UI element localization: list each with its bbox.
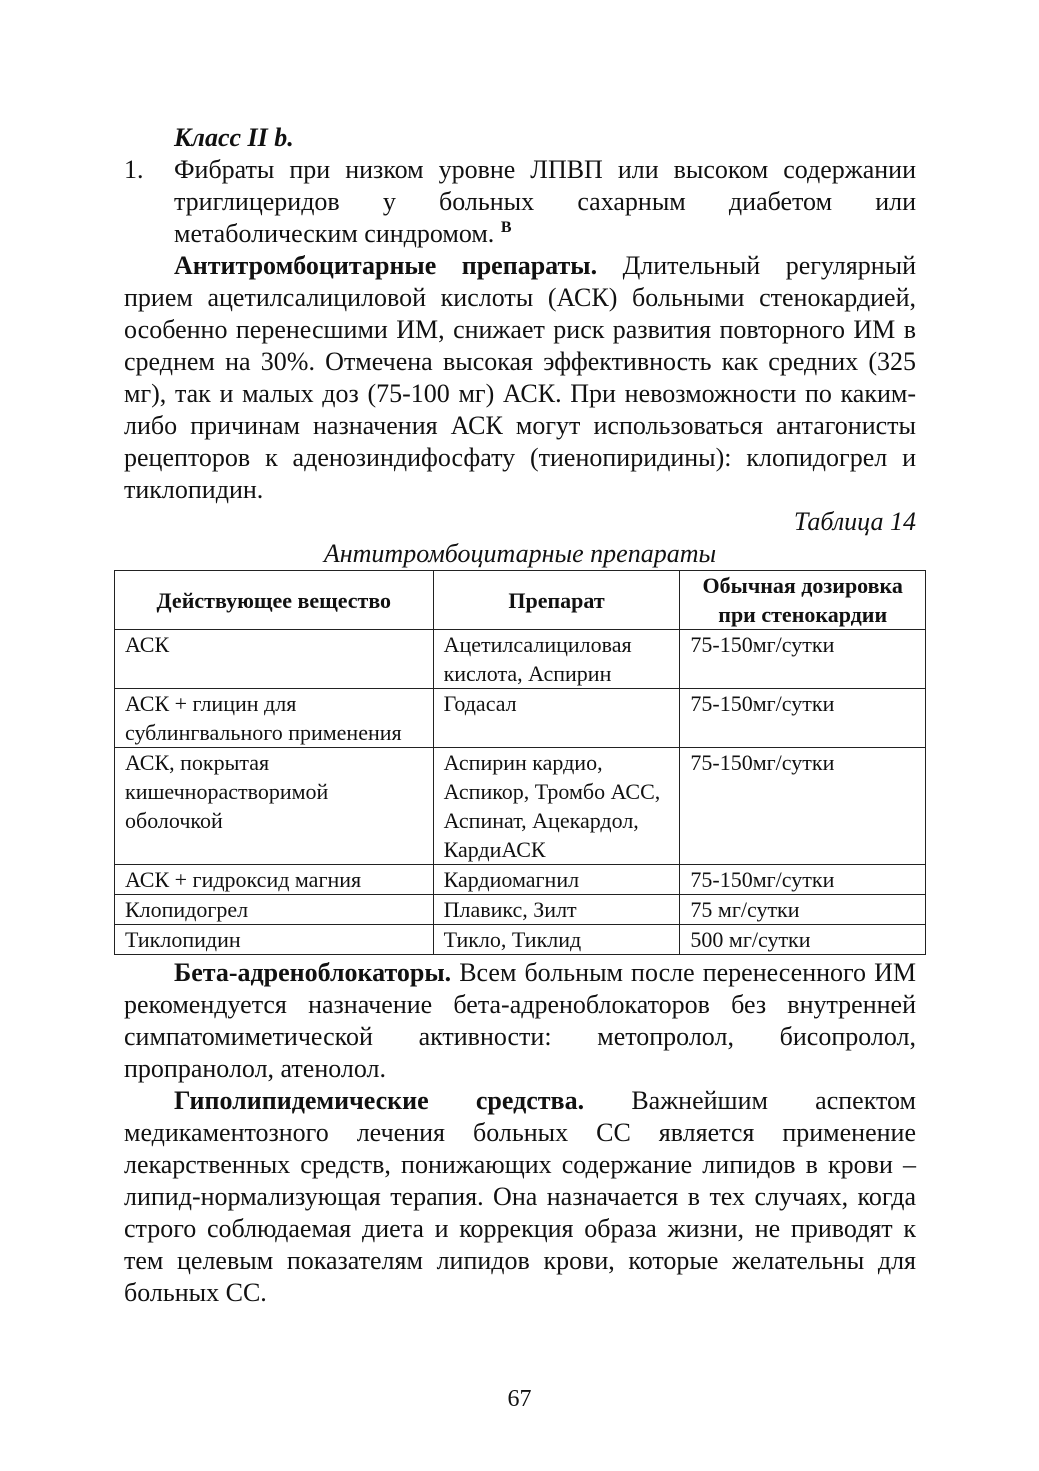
header-drug: Препарат [433, 571, 680, 630]
page-body [124, 122, 916, 1309]
cell-drug: Годасал [433, 689, 680, 748]
table-row [115, 689, 926, 748]
cell-substance: АСК + глицин для сублингвального применения [115, 689, 434, 748]
list-number: 1. [124, 155, 144, 184]
paragraph-text: Важнейшим аспектом медикаментозного лечения больных СС является применение лекарственных средств, понижающих содержание липидов в крови – липид-нормализующая терапия. Она назначается в тех случаях, когда строго соблюдаемая диета и коррекция образа жизни, не приводят к тем целевым показателям липидов крови, которые желательны для больных СС. [124, 1086, 916, 1307]
paragraph-heading: Антитромбоцитарные препараты. [174, 251, 598, 280]
cell-drug: Аспирин кардио, Аспикор, Тромбо АСС, Аспинат, Ацекардол, КардиАСК [433, 748, 680, 865]
class-heading: Класс II b. [174, 123, 294, 152]
cell-dosage: 500 мг/сутки [680, 925, 926, 955]
evidence-level: В [500, 219, 512, 236]
cell-dosage: 75-150мг/сутки [680, 630, 926, 689]
table-row [115, 895, 926, 925]
paragraph-heading: Бета-адреноблокаторы. [174, 958, 452, 987]
cell-drug: Тикло, Тиклид [433, 925, 680, 955]
paragraph-heading: Гиполипидемические средства. [174, 1086, 585, 1115]
paragraph-text: Всем больным после перенесенного ИМ рекомендуется назначение бета-адреноблокаторов без внутренней симпатомиметической активности: метопролол, бисопролол, пропранолол, атенолол. [124, 958, 916, 1083]
cell-dosage: 75-150мг/сутки [680, 689, 926, 748]
paragraph-beta-blockers [124, 957, 916, 1085]
table-number: Таблица 14 [793, 507, 916, 536]
cell-substance: АСК [115, 630, 434, 689]
table-row [115, 865, 926, 895]
drugs-table [114, 570, 926, 955]
cell-drug: Ацетилсалициловая кислота, Аспирин [433, 630, 680, 689]
page-number: 67 [507, 1386, 532, 1412]
cell-drug: Плавикс, Зилт [433, 895, 680, 925]
header-substance: Действующее вещество [115, 571, 434, 630]
table-row [115, 748, 926, 865]
cell-drug: Кардиомагнил [433, 865, 680, 895]
list-item [124, 154, 916, 250]
paragraph-lipid-lowering [124, 1085, 916, 1309]
paragraph-text: Длительный регулярный прием ацетилсалициловой кислоты (АСК) больными стенокардией, особенно перенесшими ИМ, снижает риск развития повторного ИМ в среднем на 30%. Отмечена высокая эффективность как средних (325 мг), так и малых доз (75-100 мг) АСК. При невозможности по каким-либо причинам назначения АСК могут использоваться антагонисты рецепторов к аденозиндифосфату (тиенопиридины): клопидогрел и тиклопидин. [124, 251, 916, 504]
paragraph-antiplatelet [124, 250, 916, 506]
table-row [115, 630, 926, 689]
cell-substance: АСК + гидроксид магния [115, 865, 434, 895]
list-item-text: Фибраты при низком уровне ЛПВП или высоком содержании триглицеридов у больных сахарным диабетом или метаболическим синдромом. [174, 155, 916, 248]
table-row [115, 925, 926, 955]
cell-substance: Тиклопидин [115, 925, 434, 955]
cell-dosage: 75-150мг/сутки [680, 865, 926, 895]
cell-dosage: 75 мг/сутки [680, 895, 926, 925]
cell-substance: Клопидогрел [115, 895, 434, 925]
list-text [174, 154, 916, 250]
cell-substance: АСК, покрытая кишечнорастворимой оболочкой [115, 748, 434, 865]
cell-dosage: 75-150мг/сутки [680, 748, 926, 865]
header-dosage: Обычная дозировка при стенокардии [680, 571, 926, 630]
table-title: Антитромбоцитарные препараты [323, 539, 717, 568]
table-header-row [115, 571, 926, 630]
